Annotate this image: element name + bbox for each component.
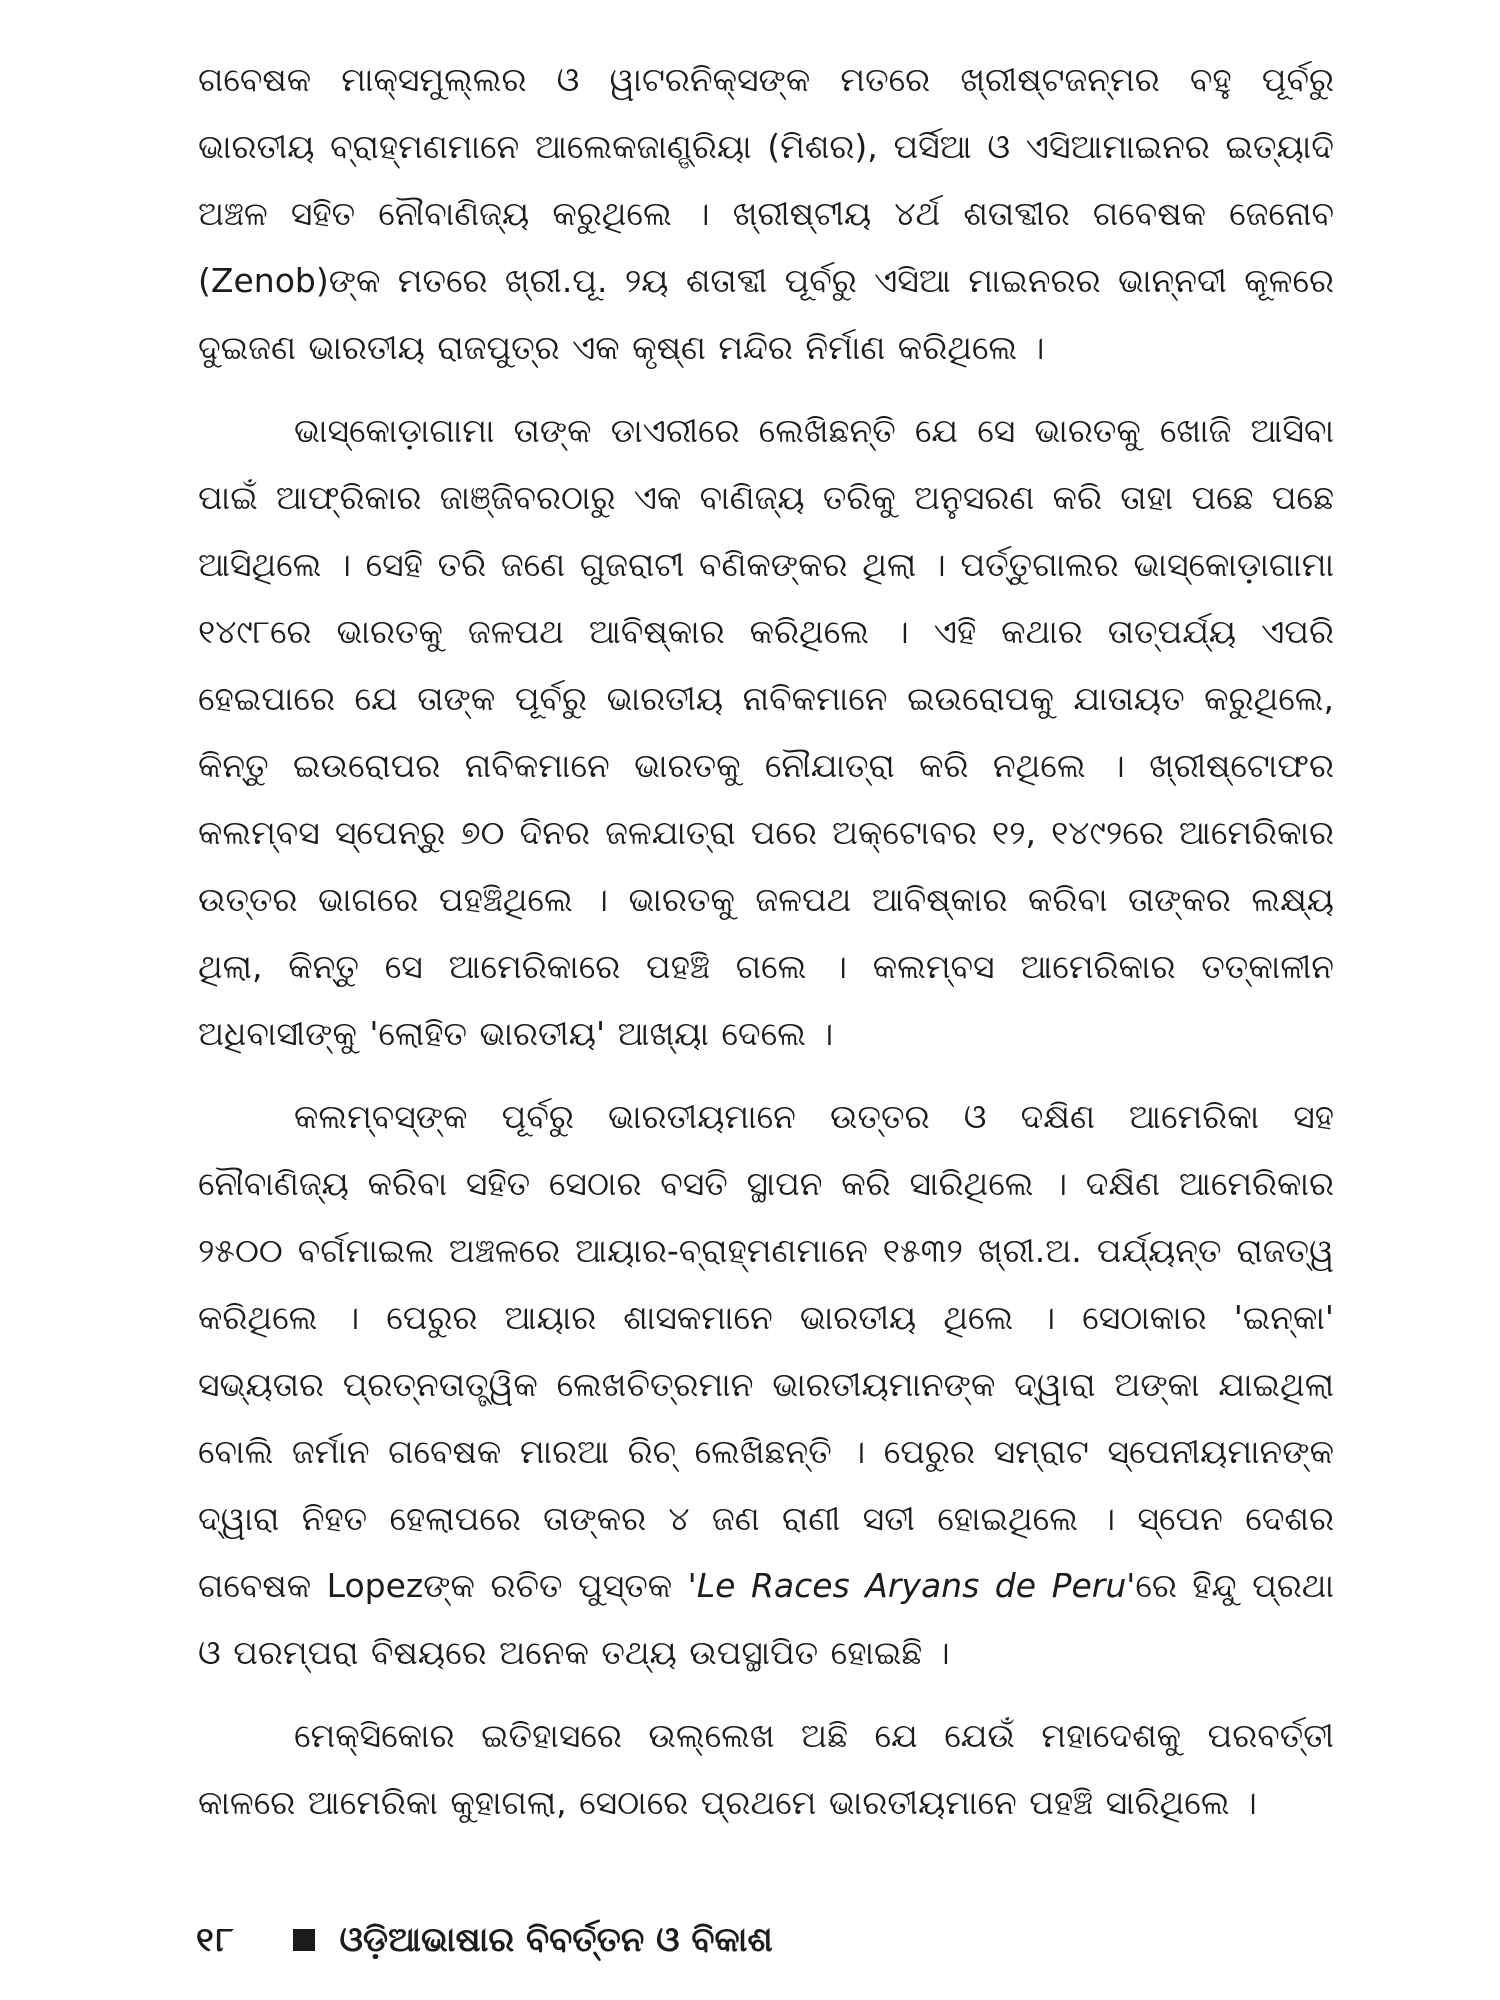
paragraph-4: ମେକ୍‌ସିକୋର ଇତିହାସରେ ଉଲ୍ଲେଖ ଅଛି ଯେ ଯେଉଁ ମହାଦେଶକୁ ପରବର୍ତ୍ତୀ କାଳରେ ଆମେରିକା କୁହାଗଲା, ସେଠାରେ ପ୍ରଥମେ ଭାରତୀୟମାନେ ପହଞ୍ଚି ସାରିଥିଲେ । bbox=[198, 1716, 1334, 1822]
page-footer bbox=[196, 1920, 773, 1960]
paragraph-2: ଭାସ୍କୋଡ଼ାଗାମା ତାଙ୍କ ଡାଏରୀରେ ଲେଖିଛନ୍ତି ଯେ ସେ ଭାରତକୁ ଖୋଜି ଆସିବା ପାଇଁ ଆଫ୍ରିକାର ଜାଞ୍ଜିବରଠାରୁ ଏକ ବାଣିଜ୍ୟ ତରିକୁ ଅନୁସରଣ କରି ତାହା ପଛେ ପଛେ ଆସିଥିଲେ । ସେହି ତରି ଜଣେ ଗୁଜରାଟୀ ବଣିକଙ୍କର ଥିଲା । ପର୍ତ୍ତୁଗାଲର ଭାସ୍କୋଡ଼ାଗାମା ୧୪୯୮ରେ ଭାରତକୁ ଜଳପଥ ଆବିଷ୍କାର କରିଥିଲେ । ଏହି କଥାର ତାତ୍ପର୍ଯ୍ୟ ଏପରି ହେଇପାରେ ଯେ ତାଙ୍କ ପୂର୍ବରୁ ଭାରତୀୟ ନାବିକମାନେ ଇଉରୋପକୁ ଯାତାୟତ କରୁଥିଲେ, କିନ୍ତୁ ଇଉରୋପର ନାବିକମାନେ ଭାରତକୁ ନୌଯାତ୍ରା କରି ନଥିଲେ । ଖ୍ରୀଷ୍ଟୋଫର କଲମ୍ବସ ସ୍ପେନ୍‌ରୁ ୭୦ ଦିନର ଜଳଯାତ୍ରା ପରେ ଅକ୍ଟୋବର ୧୨, ୧୪୯୨ରେ ଆମେରିକାର ଉତ୍ତର ଭାଗରେ ପହଞ୍ଚିଥିଲେ । ଭାରତକୁ ଜଳପଥ ଆବିଷ୍କାର କରିବା ତାଙ୍କର ଲକ୍ଷ୍ୟ ଥିଲା, କିନ୍ତୁ ସେ ଆମେରିକାରେ ପହଞ୍ଚି ଗଲେ । କଲମ୍ବସ ଆମେରିକାର ତତ୍‌କାଳୀନ ଅଧିବାସୀଙ୍କୁ 'ଲୋହିତ ଭାରତୀୟ' ଆଖ୍ୟା ଦେଲେ । bbox=[198, 411, 1334, 1053]
square-icon bbox=[293, 1929, 315, 1951]
page-number: ୧୮ bbox=[196, 1920, 236, 1960]
book-title-italic: 'Le Races Aryans de Peru' bbox=[687, 1566, 1136, 1605]
running-title: ଓଡ଼ିଆଭାଷାର ବିବର୍ତ୍ତନ ଓ ବିକାଶ bbox=[339, 1920, 773, 1960]
paragraph-1: ଗବେଷକ ମାକ୍ସମୁଲ୍ଲର ଓ ୱାଟରନିକ୍ସଙ୍କ ମତରେ ଖ୍ରୀଷ୍ଟଜନ୍ମର ବହୁ ପୂର୍ବରୁ ଭାରତୀୟ ବ୍ରାହ୍ମଣମାନେ ଆଲେକଜାଣ୍ଡ୍ରିୟା (ମିଶର), ପର୍ସିଆ ଓ ଏସିଆମାଇନର ଇତ୍ୟାଦି ଅଞ୍ଚଳ ସହିତ ନୌବାଣିଜ୍ୟ କରୁଥିଲେ । ଖ୍ରୀଷ୍ଟୀୟ ୪ର୍ଥ ଶତାବ୍ଦୀର ଗବେଷକ ଜେନୋବ (Zenob)ଙ୍କ ମତରେ ଖ୍ରୀ.ପୂ. ୨ୟ ଶତାବ୍ଦୀ ପୂର୍ବରୁ ଏସିଆ ମାଇନରର ଭାନ୍‌ନଦୀ କୂଳରେ ଦୁଇଜଣ ଭାରତୀୟ ରାଜପୁତ୍ର ଏକ କୃଷ୍ଣ ମନ୍ଦିର ନିର୍ମାଣ କରିଥିଲେ । bbox=[198, 60, 1334, 367]
paragraph-3-after: ରେ ହିନ୍ଦୁ ପ୍ରଥା ଓ ପରମ୍ପରା ବିଷୟରେ ଅନେକ ତଥ୍ୟ ଉପସ୍ଥାପିତ ହୋଇଛି । bbox=[198, 1566, 1334, 1672]
paragraph-3-text: କଲମ୍ବସ୍‌ଙ୍କ ପୂର୍ବରୁ ଭାରତୀୟମାନେ ଉତ୍ତର ଓ ଦକ୍ଷିଣ ଆମେରିକା ସହ ନୌବାଣିଜ୍ୟ କରିବା ସହିତ ସେଠାର ବସତି ସ୍ଥାପନ କରି ସାରିଥିଲେ । ଦକ୍ଷିଣ ଆମେରିକାର ୨୫୦୦ ବର୍ଗମାଇଲ ଅଞ୍ଚଳରେ ଆୟାର-ବ୍ରାହ୍ମଣମାନେ ୧୫୩୨ ଖ୍ରୀ.ଅ. ପର୍ଯ୍ୟନ୍ତ ରାଜତ୍ୱ କରିଥିଲେ । ପେରୁର ଆୟାର ଶାସକମାନେ ଭାରତୀୟ ଥିଲେ । ସେଠାକାର 'ଇନ୍‌କା' ସଭ୍ୟତାର ପ୍ରତ୍ନତାତ୍ତ୍ୱିକ ଲେଖଚିତ୍ରମାନ ଭାରତୀୟମାନଙ୍କ ଦ୍ୱାରା ଅଙ୍କା ଯାଇଥିଲା ବୋଲି ଜର୍ମାନ ଗବେଷକ ମାରଆ ରିଚ୍ ଲେଖିଛନ୍ତି । ପେରୁର ସମ୍ରାଟ ସ୍ପେନୀୟମାନଙ୍କ ଦ୍ୱାରା ନିହତ ହେଲାପରେ ତାଙ୍କର ୪ ଜଣ ରାଣୀ ସତୀ ହୋଇଥିଲେ । ସ୍ପେନ ଦେଶର ଗବେଷକ Lopezଙ୍କ ରଚିତ ପୁସ୍ତକ bbox=[198, 1097, 1334, 1605]
paragraph-3 bbox=[198, 1083, 1334, 1686]
